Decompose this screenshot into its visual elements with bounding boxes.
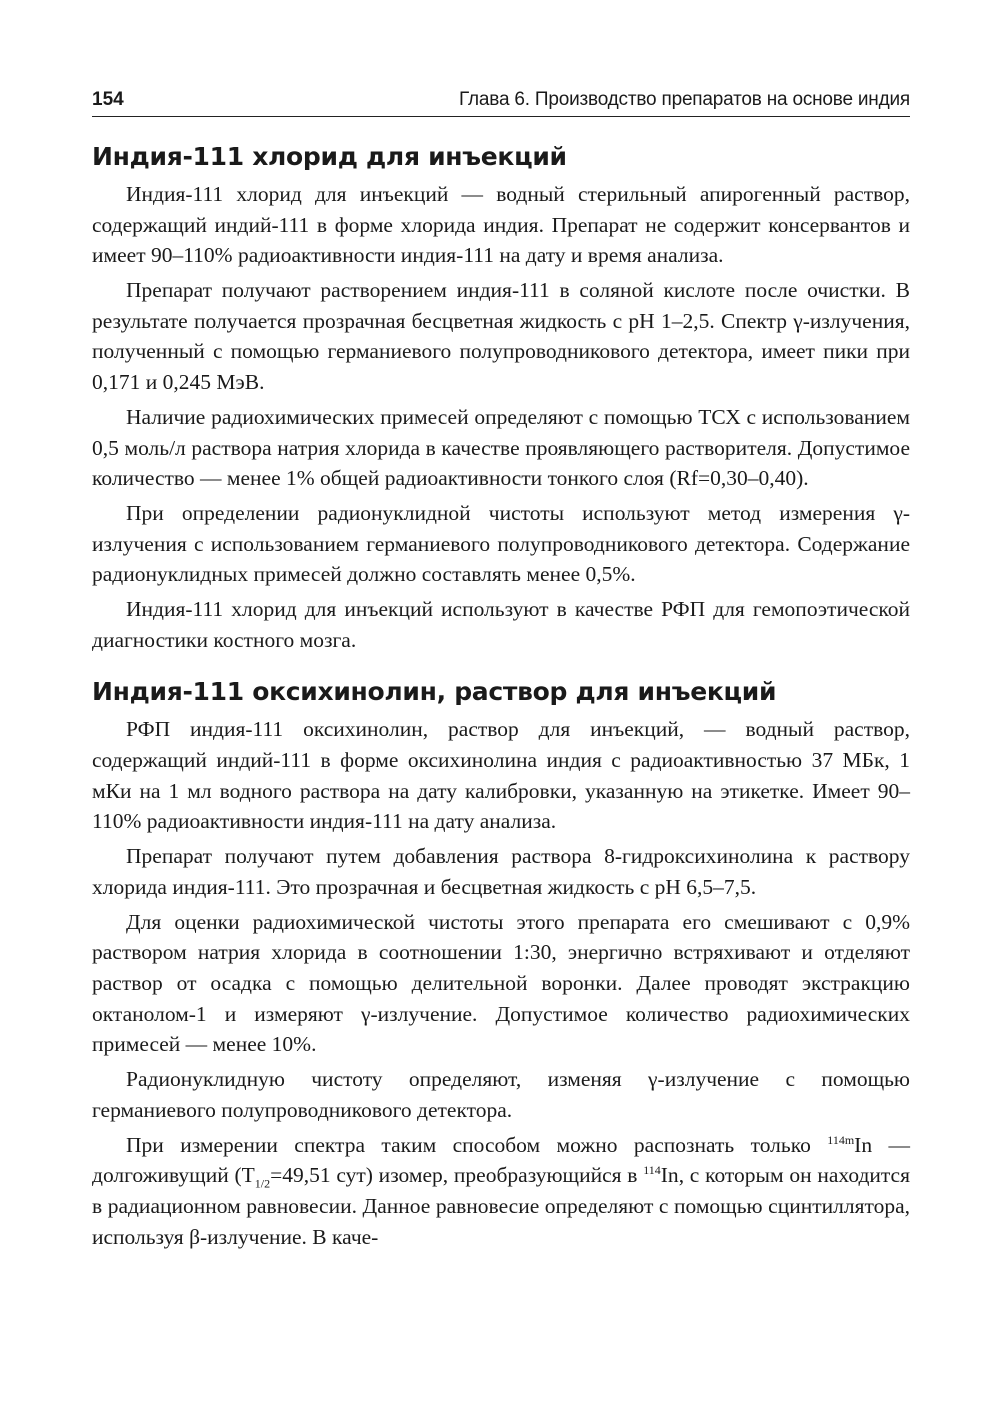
text-fragment: — долгоживущий (T [92,1132,911,1188]
section-heading-indium-chloride: Индия-111 хлорид для инъекций [92,142,567,171]
text-fragment: , с которым он находится в радиационном равновесии. Данное равновесие определяют с помощью сцинтиллятора, используя β-излучение. В каче- [92,1163,910,1249]
section-heading-indium-oxine: Индия-111 оксихинолин, раствор для инъекций [92,677,777,707]
book-page [92,0,910,1420]
text-fragment: При измерении спектра таким способом можно распознать только [126,1132,828,1157]
chapter-title: Глава 6. Производство препаратов на основе индия [459,89,910,110]
paragraph-isotopes [92,1130,910,1252]
text-fragment: =49,51 сут) изомер, преобразующийся в [270,1163,644,1188]
paragraph: Индия-111 хлорид для инъекций — водный стерильный апирогенный раствор, содержащий индий-111 в форме хлорида индия. Препарат не содержит консервантов и имеет 90–110% радиоактивности индия-111 на дату и время анализа. [92,182,910,268]
paragraph: РФП индия-111 оксихинолин, раствор для инъекций, — водный раствор, содержащий индий-111 в форме оксихинолина индия с радиоактивностью 37 МБк, 1 мКи на 1 мл водного раствора на дату калибровки, указанную на этикетке. Имеет 90–110% радиоактивности индия-111 на дату анализа. [92,717,910,834]
paragraph: Препарат получают путем добавления раствора 8-гидроксихинолина к раствору хлорида индия-111. Это прозрачная и бесцветная жидкость с pH 6,5–7,5. [92,844,910,899]
paragraph: Радионуклидную чистоту определяют, изменяя γ-излучение с помощью германиевого полупроводникового детектора. [92,1067,910,1122]
isotope-mass-number: 114 [643,1163,661,1178]
paragraph: Индия-111 хлорид для инъекций используют в качестве РФП для гемопоэтической диагностики костного мозга. [92,597,910,652]
paragraph: Для оценки радиохимической чистоты этого препарата его смешивают с 0,9% раствором натрия хлорида в соотношении 1:30, энергично встряхивают и отделяют раствор от осадка с помощью делительной воронки. Далее проводят экстракцию октанолом-1 и измеряют γ-излучение. Допустимое количество радиохимических примесей — менее 10%. [92,909,910,1057]
halflife-subscript: 1/2 [254,1176,271,1191]
paragraph: Наличие радиохимических примесей определяют с помощью ТСХ с использованием 0,5 моль/л раствора натрия хлорида в качестве проявляющего растворителя. Допустимое количество — менее 1% общей радиоактивности тонкого слоя (Rf=0,30–0,40). [92,404,910,491]
paragraph: Препарат получают растворением индия-111 в соляной кислоте после очистки. В результате получается прозрачная бесцветная жидкость с pH 1–2,5. Спектр γ-излучения, полученный с помощью германиевого полупроводникового детектора, имеет пики при 0,171 и 0,245 МэВ. [92,278,910,394]
isotope-symbol: In [854,1132,873,1157]
isotope-mass-number: 114m [827,1132,855,1147]
running-header [92,86,910,117]
paragraph: При определении радионуклидной чистоты используют метод измерения γ-излучения с использованием германиевого полупроводникового детектора. Содержание радионуклидных примесей должно составлять менее 0,5%. [92,501,910,587]
page-number: 154 [92,89,124,110]
isotope-symbol: In [660,1163,679,1188]
page-content [92,138,910,1257]
